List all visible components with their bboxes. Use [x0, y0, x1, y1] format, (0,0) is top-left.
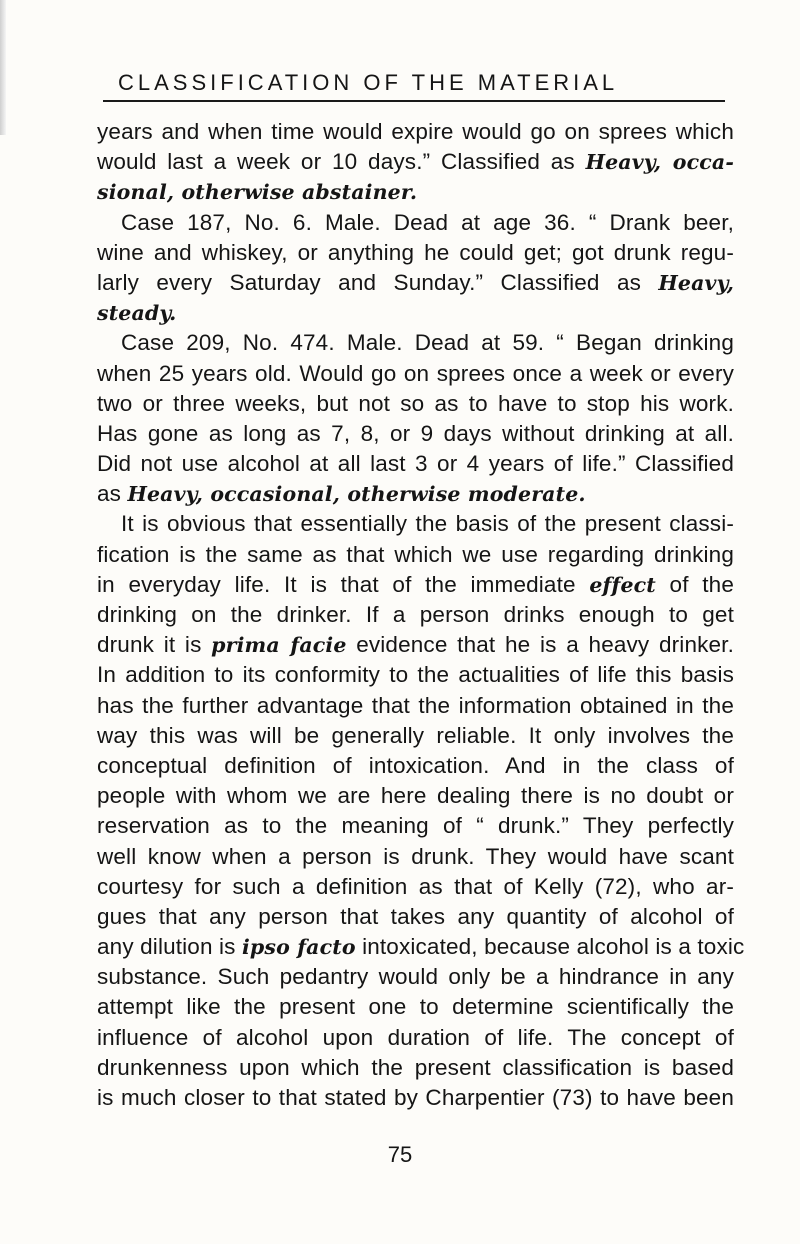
text-run: intoxicated, because alcohol is a toxic: [355, 934, 745, 960]
text-line: [97, 630, 734, 660]
text-run: Case 209, No. 474. Male. Dead at 59. “ Began drinking: [121, 330, 734, 356]
text-line: [97, 177, 734, 207]
text-line: [97, 600, 734, 630]
text-line: [97, 811, 734, 841]
text-run: of the: [655, 571, 734, 597]
page-number: 75: [387, 1142, 413, 1167]
text-line: [97, 1083, 734, 1113]
text-run: conceptual definition of intoxication. And in the class of: [97, 752, 734, 778]
text-run: evidence that he is a heavy drinker.: [346, 632, 734, 658]
text-line: [97, 660, 734, 690]
italic-phrase: steady.: [97, 301, 177, 326]
text-run: drunk it is: [97, 632, 212, 658]
text-line: [97, 932, 745, 962]
text-run: has the further advantage that the information obtained in the: [97, 692, 734, 718]
text-run: gues that any person that takes any quantity of alcohol of: [97, 903, 734, 929]
text-line: [97, 419, 734, 449]
text-line: [97, 781, 734, 811]
text-run: in everyday life. It is that of the immediate: [97, 571, 590, 597]
text-run: Did not use alcohol at all last 3 or 4 years of life.” Classified: [97, 451, 734, 477]
text-line: [97, 238, 734, 268]
body-text: [97, 117, 745, 1113]
text-line: [97, 147, 734, 177]
text-run: two or three weeks, but not so as to have to stop his work.: [97, 390, 734, 416]
text-run: is much closer to that stated by Charpentier (73) to have been: [97, 1085, 734, 1110]
text-line: [97, 509, 734, 539]
text-line: [97, 117, 734, 147]
italic-phrase: Heavy,: [658, 270, 734, 295]
text-run: drinking on the drinker. If a person drinks enough to get: [97, 602, 734, 627]
text-line: [97, 208, 734, 238]
header-rule: [103, 100, 725, 102]
text-run: larly every Saturday and Sunday.” Classified as: [97, 269, 659, 295]
running-header: CLASSIFICATION OF THE MATERIAL: [118, 70, 619, 95]
text-run: courtesy for such a definition as that of Kelly (72), who ar-: [97, 873, 734, 899]
text-run: years and when time would expire would go on sprees which: [97, 119, 734, 144]
text-run: when 25 years old. Would go on sprees once a week or every: [97, 360, 734, 386]
text-run: reservation as to the meaning of “ drunk.” They perfectly: [97, 813, 734, 839]
text-line: [97, 691, 734, 721]
text-line: [97, 328, 734, 358]
text-line: [97, 298, 734, 328]
italic-phrase: Heavy, occa-: [585, 150, 734, 175]
text-line: [97, 751, 734, 781]
text-run: any dilution is: [97, 934, 242, 960]
italic-phrase: prima facie: [211, 633, 347, 658]
text-run: Case 187, No. 6. Male. Dead at age 36. “ Drank beer,: [121, 209, 734, 235]
text-run: influence of alcohol upon duration of life. The concept of: [97, 1024, 734, 1050]
text-line: [97, 389, 734, 419]
text-line: [97, 540, 734, 570]
text-run: as: [97, 481, 128, 507]
italic-phrase: sional, otherwise abstainer.: [97, 180, 418, 205]
text-line: [97, 570, 734, 600]
text-run: substance. Such pedantry would only be a hindrance in any: [97, 964, 734, 990]
text-run: way this was will be generally reliable. It only involves the: [97, 722, 734, 748]
text-line: [97, 962, 734, 992]
text-line: [97, 479, 734, 509]
text-run: It is obvious that essentially the basis of the present classi-: [121, 511, 734, 537]
text-run: In addition to its conformity to the actualities of life this basis: [97, 662, 734, 688]
text-line: [97, 359, 734, 389]
italic-phrase: ipso facto: [241, 935, 356, 960]
text-line: [97, 1053, 734, 1083]
text-run: people with whom we are here dealing there is no doubt or: [97, 783, 734, 809]
text-line: [97, 449, 734, 479]
text-line: [97, 1023, 734, 1053]
italic-phrase: effect: [589, 572, 656, 597]
text-line: [97, 872, 734, 902]
text-run: attempt like the present one to determine scientifically the: [97, 994, 734, 1020]
text-run: would last a week or 10 days.” Classified as: [97, 149, 586, 175]
text-run: well know when a person is drunk. They would have scant: [97, 843, 734, 869]
text-line: [97, 842, 734, 872]
text-line: [97, 992, 734, 1022]
text-run: wine and whiskey, or anything he could get; got drunk regu-: [97, 239, 734, 265]
text-run: Has gone as long as 7, 8, or 9 days without drinking at all.: [97, 420, 734, 446]
text-line: [97, 268, 734, 298]
text-run: drunkenness upon which the present classification is based: [97, 1054, 734, 1080]
text-line: [97, 721, 734, 751]
text-line: [97, 902, 734, 932]
text-run: fication is the same as that which we use regarding drinking: [97, 541, 734, 567]
page-edge-shadow: [0, 0, 6, 135]
italic-phrase: Heavy, occasional, otherwise moderate.: [127, 482, 586, 507]
